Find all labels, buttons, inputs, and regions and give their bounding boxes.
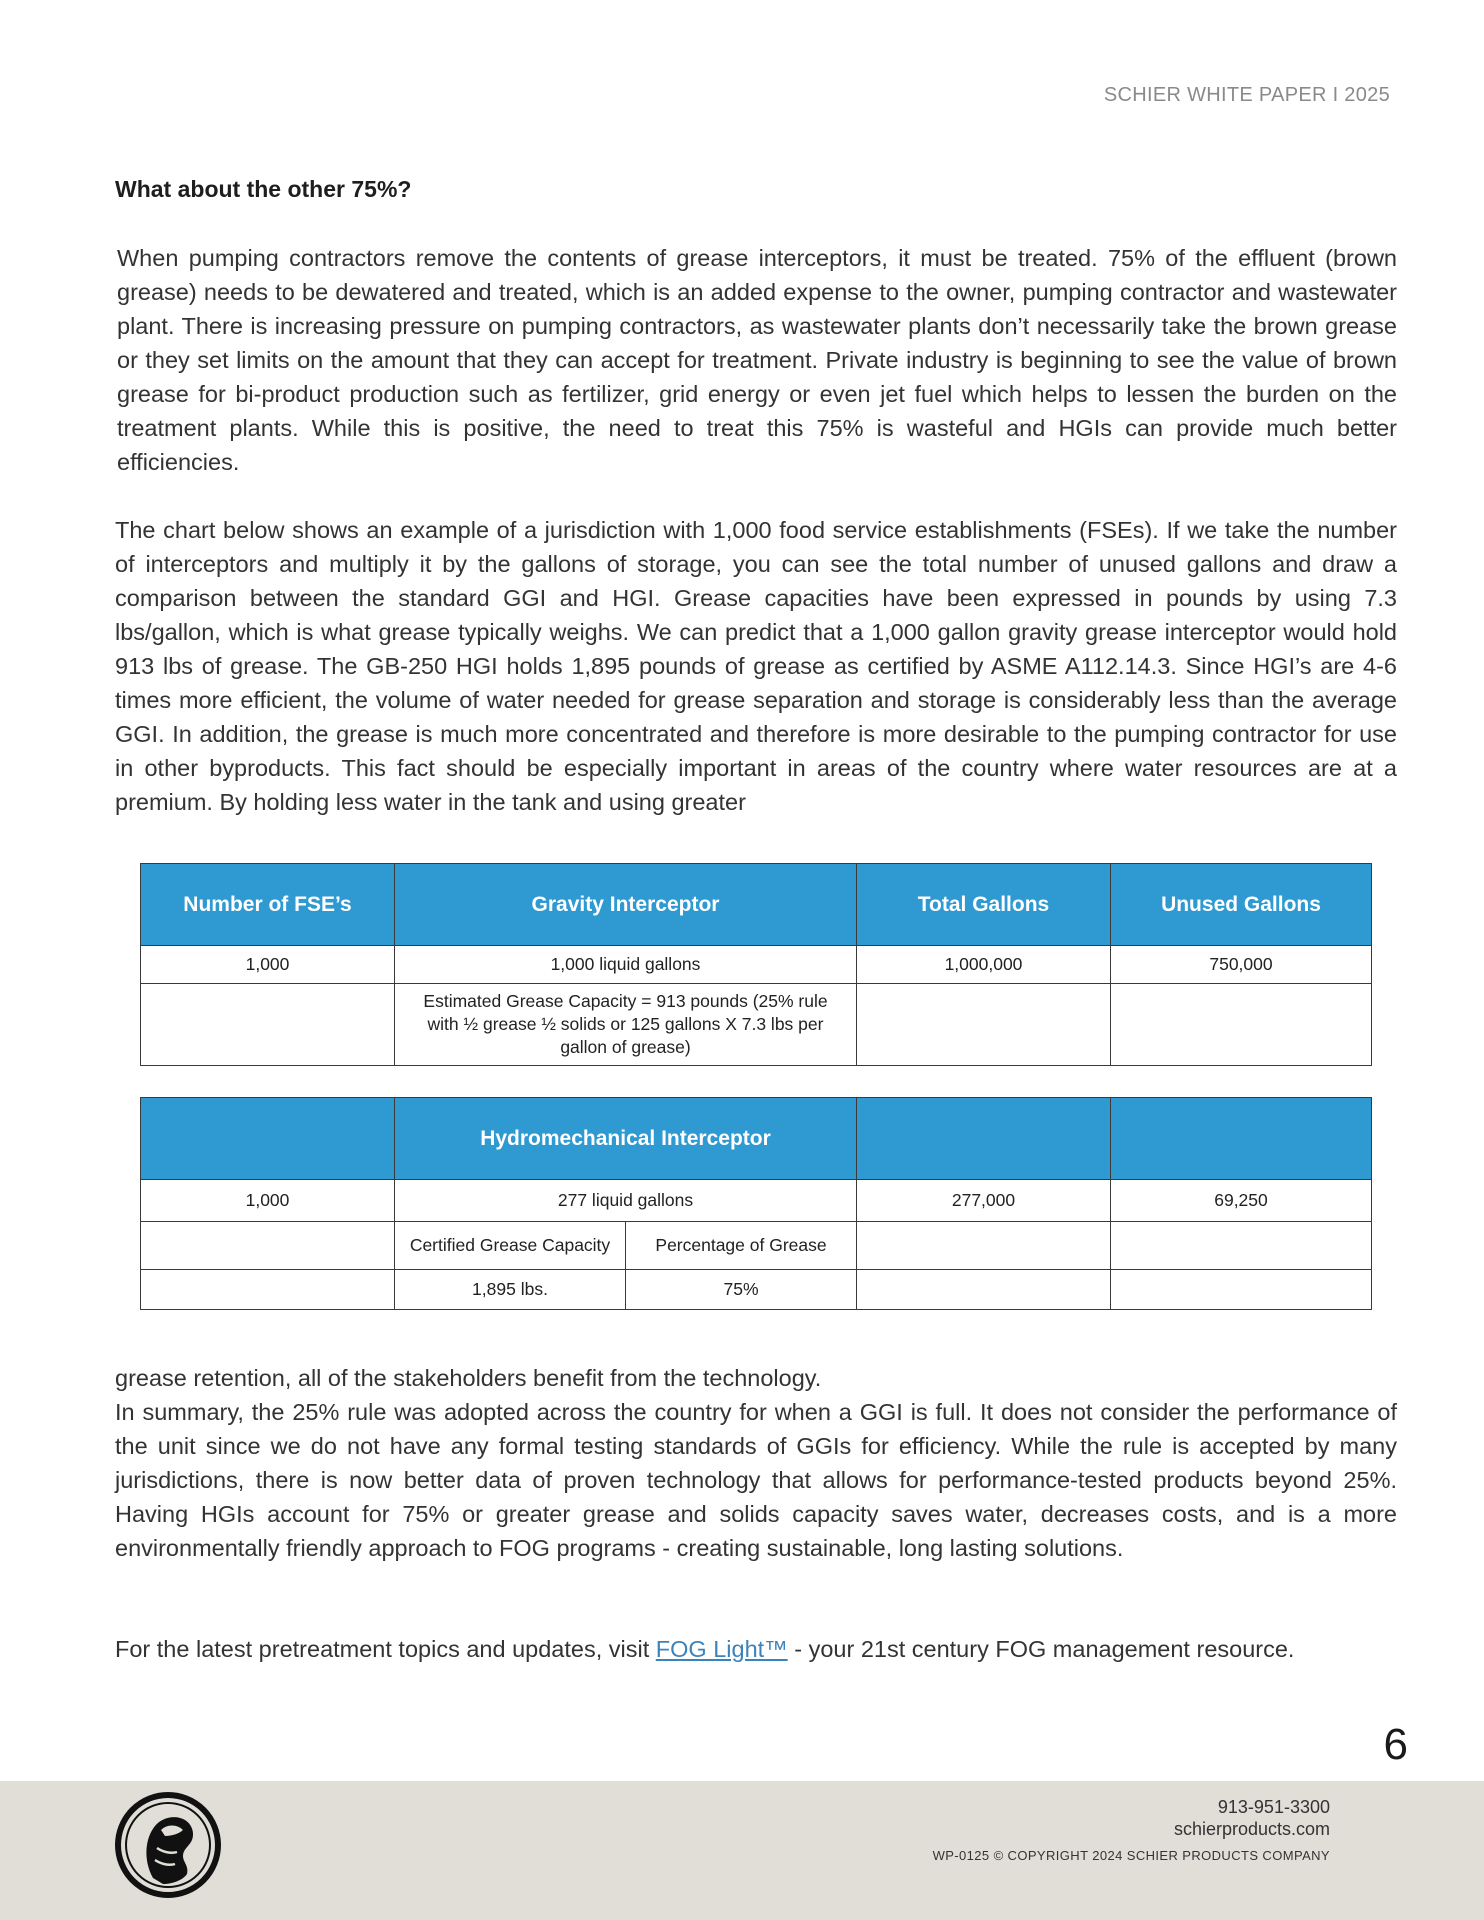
running-header: SCHIER WHITE PAPER I 2025 [1103, 84, 1390, 106]
header-number-of-fses: Number of FSE’s [141, 864, 395, 946]
table-row [141, 946, 1372, 984]
paragraph-brown-grease: When pumping contractors remove the contents of grease interceptors, it must be treated. 75% of the effluent (brown grease) needs to be dewatered and treated, which is an added expense to the owner, pumping contractor and wastewater plant. There is increasing pressure on pumping contractors, as wastewater plants don’t necessarily take the brown grease or they set limits on the amount that they can accept for treatment. Private industry is beginning to see the value of brown grease for bi-product production such as fertilizer, grid energy or even jet fuel which helps to lessen the burden on the treatment plants. While this is positive, the need to treat this 75% is wasteful and HGIs can provide much better efficiencies. [117, 245, 1397, 475]
cell-liquid-gallons: 277 liquid gallons [395, 1180, 857, 1222]
table-header-row [141, 1098, 1372, 1180]
cell-certified-capacity-label: Certified Grease Capacity [395, 1222, 626, 1270]
header-empty [857, 1098, 1111, 1180]
cell-empty [857, 1270, 1111, 1310]
cell-certified-capacity-value: 1,895 lbs. [395, 1270, 626, 1310]
fog-light-suffix: - your 21st century FOG management resource. [787, 1636, 1295, 1662]
cell-empty [141, 984, 395, 1066]
cell-empty [1111, 1222, 1372, 1270]
cell-empty [857, 1222, 1111, 1270]
cell-empty [141, 1270, 395, 1310]
cell-unused-gallons: 750,000 [1111, 946, 1372, 984]
cell-empty [141, 1222, 395, 1270]
header-total-gallons: Total Gallons [857, 864, 1111, 946]
cell-percentage-label: Percentage of Grease [626, 1222, 857, 1270]
schier-logo-icon [113, 1790, 223, 1900]
header-hydromechanical-interceptor: Hydromechanical Interceptor [395, 1098, 857, 1180]
page-number: 6 [1383, 1720, 1408, 1769]
table-row [141, 1222, 1372, 1270]
footer-phone: 913-951-3300 [1217, 1797, 1330, 1817]
table-row [141, 1180, 1372, 1222]
paragraph-summary: In summary, the 25% rule was adopted across the country for when a GGI is full. It does not consider the performance of the unit since we do not have any formal testing standards of GGIs for efficiency. While the rule is accepted by many jurisdictions, there is now better data of proven technology that allows for performance-tested products beyond 25%. Having HGIs account for 75% or greater grease and solids capacity saves water, decreases costs, and is a more environmentally friendly approach to FOG programs - creating sustainable, long lasting solutions. [115, 1399, 1397, 1561]
header-empty [1111, 1098, 1372, 1180]
cell-empty [1111, 984, 1372, 1066]
paragraph-chart-intro: The chart below shows an example of a jurisdiction with 1,000 food service establishments (FSEs). If we take the number of interceptors and multiply it by the gallons of storage, you can see the total number of unused gallons and draw a comparison between the standard GGI and HGI. Grease capacities have been expressed in pounds by using 7.3 lbs/gallon, which is what grease typically weighs. We can predict that a 1,000 gallon gravity grease interceptor would hold 913 lbs of grease. The GB-250 HGI holds 1,895 pounds of grease as certified by ASME A112.14.3. Since HGI’s are 4-6 times more efficient, the volume of water needed for grease separation and storage is considerably less than the average GGI. In addition, the grease is much more concentrated and therefore is more desirable to the pumping contractor for use in other byproducts. This fact should be especially important in areas of the country where water resources are at a premium. By holding less water in the tank and using greater [115, 517, 1397, 815]
cell-fse-count: 1,000 [141, 946, 395, 984]
paragraph-fog-light [115, 1632, 1397, 1666]
fog-light-prefix: For the latest pretreatment topics and updates, visit [115, 1636, 656, 1662]
footer-website[interactable]: schierproducts.com [1173, 1819, 1330, 1839]
cell-total-gallons: 1,000,000 [857, 946, 1111, 984]
hydromechanical-interceptor-table [140, 1097, 1372, 1310]
cell-total-gallons: 277,000 [857, 1180, 1111, 1222]
cell-liquid-gallons: 1,000 liquid gallons [395, 946, 857, 984]
header-gravity-interceptor: Gravity Interceptor [395, 864, 857, 946]
table-header-row [141, 864, 1372, 946]
cell-percentage-value: 75% [626, 1270, 857, 1310]
cell-empty [1111, 1270, 1372, 1310]
fog-light-link[interactable]: FOG Light™ [655, 1636, 788, 1662]
footer-copyright: WP-0125 © COPYRIGHT 2024 SCHIER PRODUCTS COMPANY [932, 1848, 1330, 1863]
section-heading: What about the other 75%? [115, 176, 412, 202]
cell-fse-count: 1,000 [141, 1180, 395, 1222]
paragraph-continuation: grease retention, all of the stakeholders benefit from the technology. [115, 1365, 822, 1391]
table-row [141, 1270, 1372, 1310]
table-row [141, 984, 1372, 1066]
header-empty [141, 1098, 395, 1180]
cell-unused-gallons: 69,250 [1111, 1180, 1372, 1222]
cell-empty [857, 984, 1111, 1066]
cell-grease-capacity-note: Estimated Grease Capacity = 913 pounds (25% rule with ½ grease ½ solids or 125 gallons X 7.3 lbs per gallon of grease) [395, 984, 857, 1066]
header-unused-gallons: Unused Gallons [1111, 864, 1372, 946]
gravity-interceptor-table [140, 863, 1372, 1066]
